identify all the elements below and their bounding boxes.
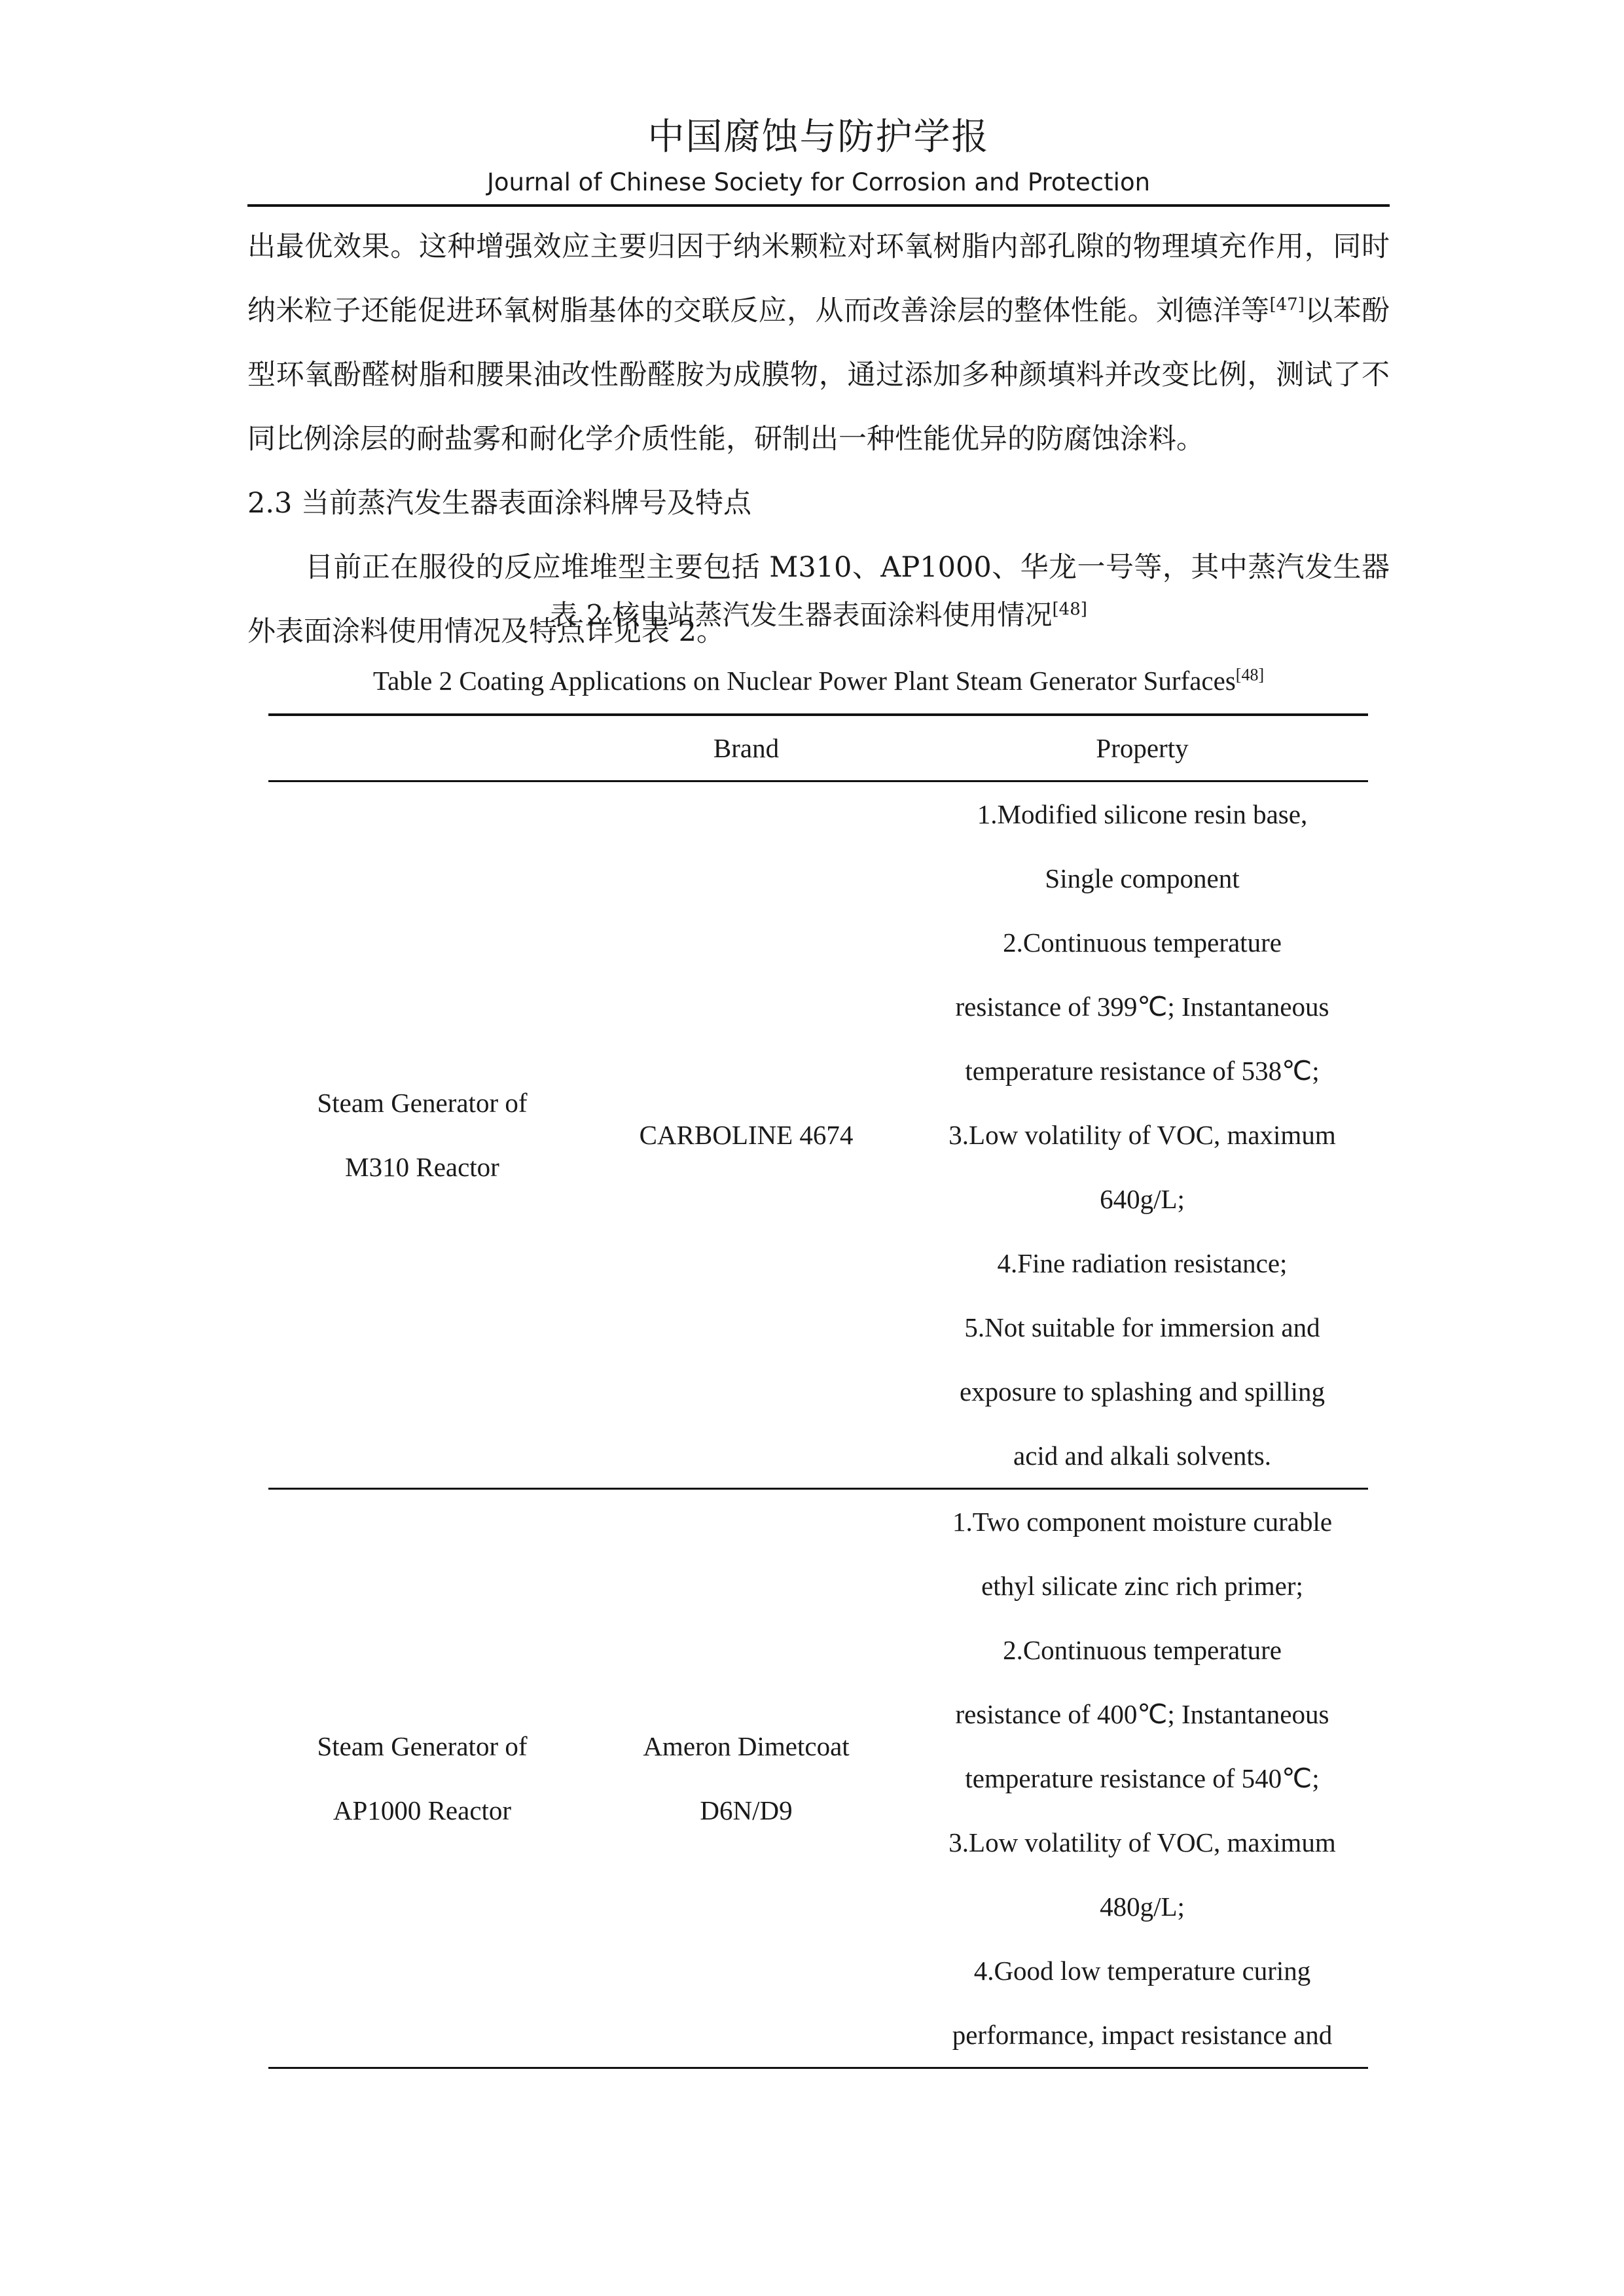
equipment-cell bbox=[268, 781, 576, 1489]
equipment-cell bbox=[268, 1489, 576, 2068]
cell-line: CARBOLINE 4674 bbox=[639, 1120, 854, 1150]
citation-48: [48] bbox=[1052, 600, 1087, 619]
cell-line: ethyl silicate zinc rich primer; bbox=[981, 1571, 1303, 1601]
column-header-equipment bbox=[268, 715, 576, 781]
property-cell bbox=[916, 1489, 1368, 2068]
cell-line: temperature resistance of 538℃; bbox=[965, 1056, 1320, 1086]
cell-line: 5.Not suitable for immersion and bbox=[964, 1312, 1320, 1342]
column-header-property: Property bbox=[916, 715, 1368, 781]
cell-line: 1.Two component moisture curable bbox=[952, 1507, 1333, 1537]
cell-line: 2.Continuous temperature bbox=[1003, 1635, 1282, 1665]
cell-line: 2.Continuous temperature bbox=[1003, 927, 1282, 958]
cell-line: Ameron Dimetcoat bbox=[643, 1731, 850, 1761]
cell-line: 4.Good low temperature curing bbox=[973, 1956, 1311, 1986]
cell-line: Steam Generator of bbox=[317, 1731, 528, 1761]
cell-line: exposure to splashing and spilling bbox=[959, 1376, 1325, 1407]
table-row bbox=[268, 781, 1368, 1489]
caption-text: 表 2 核电站蒸汽发生器表面涂料使用情况 bbox=[550, 599, 1053, 631]
header-divider bbox=[247, 204, 1390, 207]
cell-line: Steam Generator of bbox=[317, 1088, 528, 1118]
paragraph-text: 出最优效果。这种增强效应主要归因于纳米颗粒对环氧树脂内部孔隙的物理填充作用，同时纳米粒子还能促进环氧树脂基体的交联反应，从而改善涂层的整体性能。刘德洋等 bbox=[247, 230, 1390, 327]
cell-line: 640g/L; bbox=[1100, 1184, 1185, 1214]
brand-cell bbox=[576, 781, 916, 1489]
table-caption-chinese bbox=[247, 586, 1390, 645]
column-header-brand: Brand bbox=[576, 715, 916, 781]
coating-table bbox=[268, 713, 1368, 2069]
cell-line: AP1000 Reactor bbox=[333, 1795, 512, 1825]
cell-line: 4.Fine radiation resistance; bbox=[997, 1248, 1288, 1278]
cell-line: 3.Low volatility of VOC, maximum bbox=[948, 1120, 1336, 1150]
journal-title-chinese: 中国腐蚀与防护学报 bbox=[647, 116, 990, 158]
cell-line: 1.Modified silicone resin base, bbox=[977, 799, 1308, 829]
cell-line: 3.Low volatility of VOC, maximum bbox=[948, 1827, 1336, 1857]
citation-47: [47] bbox=[1269, 295, 1305, 315]
cell-line: resistance of 399℃; Instantaneous bbox=[955, 992, 1329, 1022]
section-heading-2-3: 2.3 当前蒸汽发生器表面涂料牌号及特点 bbox=[247, 487, 752, 520]
cell-line: M310 Reactor bbox=[345, 1152, 499, 1182]
table-header-row bbox=[268, 715, 1368, 781]
property-cell bbox=[916, 781, 1368, 1489]
cell-line: D6N/D9 bbox=[700, 1795, 793, 1825]
cell-line: Single component bbox=[1045, 863, 1240, 893]
cell-line: resistance of 400℃; Instantaneous bbox=[955, 1699, 1329, 1729]
paragraph-text: 以苯酚型环氧酚醛树脂和腰果油改性酚醛胺为成膜物，通过添加多种颜填料并改变比例，测试了不同比例涂层的耐盐雾和耐化学介质性能，研制出一种性能优异的防腐蚀涂料。 bbox=[247, 295, 1390, 456]
paragraph-nanoparticle-effect bbox=[247, 215, 1390, 471]
table-caption-english bbox=[247, 651, 1390, 710]
cell-line: temperature resistance of 540℃; bbox=[965, 1763, 1320, 1793]
brand-cell bbox=[576, 1489, 916, 2068]
caption-text: Table 2 Coating Applications on Nuclear Power Plant Steam Generator Surfaces bbox=[372, 666, 1236, 696]
table-row bbox=[268, 1489, 1368, 2068]
cell-line: performance, impact resistance and bbox=[952, 2020, 1333, 2050]
journal-title-english: Journal of Chinese Society for Corrosion and Protection bbox=[486, 168, 1151, 196]
citation-48: [48] bbox=[1235, 665, 1265, 685]
cell-line: 480g/L; bbox=[1100, 1892, 1185, 1922]
paragraph-reactor-types: 目前正在服役的反应堆堆型主要包括 M310、AP1000、华龙一号等，其中蒸汽发生器外表面涂料使用情况及特点详见表 2。 bbox=[247, 551, 1390, 648]
cell-line: acid and alkali solvents. bbox=[1013, 1441, 1271, 1471]
page-header bbox=[247, 111, 1390, 200]
